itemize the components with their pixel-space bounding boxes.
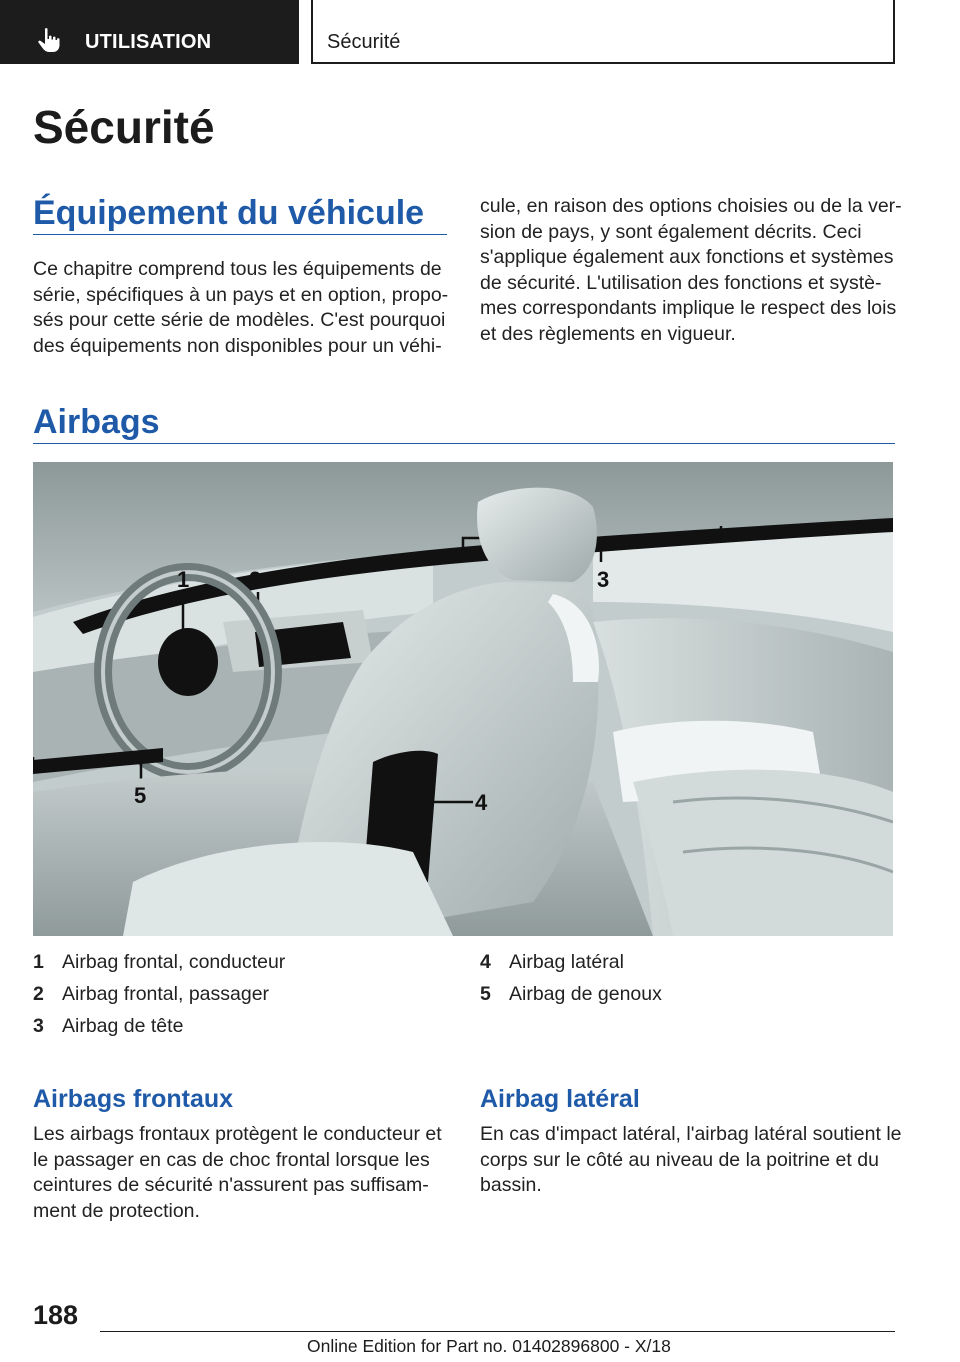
text-line: En cas d'impact latéral, l'airbag latéral soutient le xyxy=(480,1123,902,1145)
chapter-tab[interactable] xyxy=(0,0,299,64)
text-line: s'applique également aux fonctions et systèmes xyxy=(480,246,894,268)
text-line: mes correspondants implique le respect des lois xyxy=(480,297,897,319)
text-line: Ce chapitre comprend tous les équipements de xyxy=(33,258,442,280)
text-line: ment de protection. xyxy=(33,1199,200,1222)
airbags-heading: Airbags xyxy=(33,403,160,441)
legend-item: 2 Airbag frontal, passager xyxy=(33,983,270,1005)
text-line: bassin. xyxy=(480,1174,542,1196)
callout-3: 3 xyxy=(597,567,610,592)
text-line: Les airbags frontaux protègent le conducteur et xyxy=(33,1123,442,1145)
text-line: ceintures de sécurité n'assurent pas suffisam- xyxy=(33,1174,429,1196)
equipment-heading-rule xyxy=(33,234,447,235)
chapter-title: UTILISATION xyxy=(85,31,212,53)
text-line: de sécurité. L'utilisation des fonctions et systè- xyxy=(480,271,882,294)
figure-legend-left xyxy=(33,951,453,1047)
page-title: Sécurité xyxy=(33,101,215,153)
equipment-heading: Équipement du véhicule xyxy=(33,194,425,232)
text-line: et des règlements en vigueur. xyxy=(480,322,736,345)
text-line: corps sur le côté au niveau de la poitrine et du xyxy=(480,1148,879,1171)
car-interior-illustration xyxy=(33,462,893,936)
equipment-text-left xyxy=(33,257,448,359)
frontal-airbags-text xyxy=(33,1122,442,1224)
legend-item: 5 Airbag de genoux xyxy=(480,983,662,1005)
text-line: le passager en cas de choc frontal lorsque les xyxy=(33,1148,430,1171)
driver-frontal-airbag xyxy=(158,628,218,696)
legend-item: 1 Airbag frontal, conducteur xyxy=(33,951,286,973)
figure-legend-right xyxy=(480,951,895,1015)
lateral-airbag-heading: Airbag latéral xyxy=(480,1085,640,1113)
page-number: 188 xyxy=(33,1300,79,1330)
airbags-heading-rule xyxy=(33,443,895,444)
section-tab[interactable] xyxy=(311,0,895,64)
footer-edition: Online Edition for Part no. 01402896800 - X/18 xyxy=(307,1336,671,1356)
text-line: cule, en raison des options choisies ou de la ver- xyxy=(480,195,902,217)
lateral-airbag-text xyxy=(480,1122,902,1199)
frontal-airbags-heading: Airbags frontaux xyxy=(33,1085,234,1113)
legend-item: 4 Airbag latéral xyxy=(480,951,624,973)
text-line: sés pour cette série de modèles. C'est pourquoi xyxy=(33,309,446,331)
text-line: des équipements non disponibles pour un véhi- xyxy=(33,334,442,357)
legend-item: 3 Airbag de tête xyxy=(33,1015,184,1037)
callout-5: 5 xyxy=(134,783,147,808)
callout-1: 1 xyxy=(177,567,190,592)
equipment-text-right xyxy=(480,194,902,347)
callout-2: 2 xyxy=(249,567,262,592)
text-line: sion de pays, y sont également décrits. Ceci xyxy=(480,220,862,243)
hand-pointer-icon xyxy=(36,27,62,53)
text-line: série, spécifiques à un pays et en option, propo- xyxy=(33,283,449,306)
airbag-figure xyxy=(33,462,893,936)
footer-rule xyxy=(100,1331,895,1332)
section-title: Sécurité xyxy=(327,31,401,53)
callout-4: 4 xyxy=(475,790,488,815)
